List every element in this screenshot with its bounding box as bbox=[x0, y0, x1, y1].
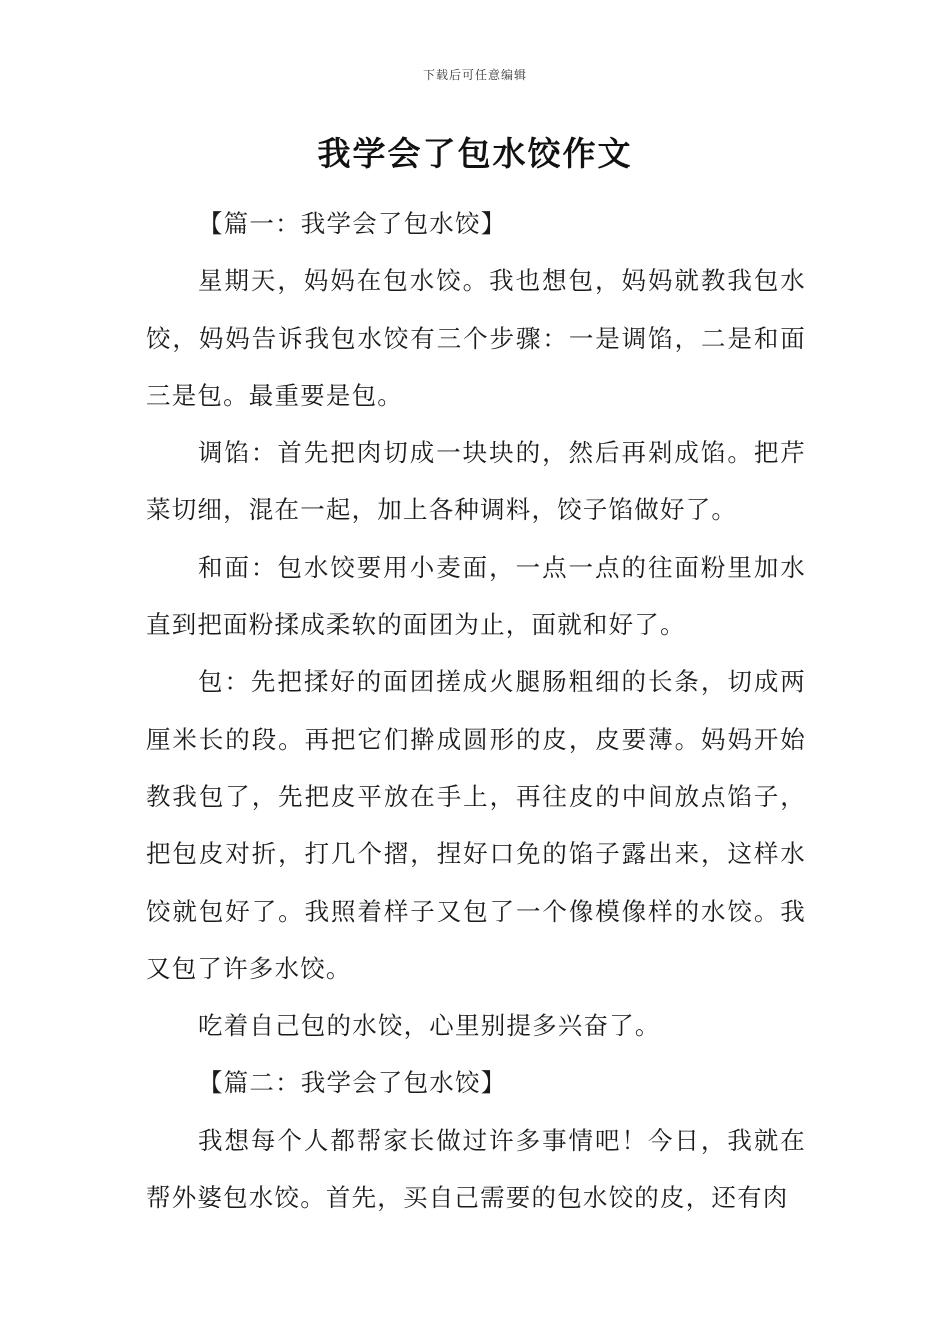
paragraph: 星期天，妈妈在包水饺。我也想包，妈妈就教我包水饺，妈妈告诉我包水饺有三个步骤：一是调馅，二是和面三是包。最重要是包。 bbox=[146, 266, 806, 410]
section-heading-1: 【篇一：我学会了包水饺】 bbox=[198, 209, 507, 238]
paragraph: 调馅：首先把肉切成一块块的，然后再剁成馅。把芹菜切细，混在一起，加上各种调料，饺子馅做好了。 bbox=[146, 438, 806, 525]
paragraph: 我想每个人都帮家长做过许多事情吧！今日，我就在帮外婆包水饺。首先，买自己需要的包水饺的皮，还有肉 bbox=[146, 1125, 806, 1213]
section-heading-2: 【篇二：我学会了包水饺】 bbox=[198, 1068, 507, 1098]
paragraph: 和面：包水饺要用小麦面，一点一点的往面粉里加水直到把面粉揉成柔软的面团为止，面就和好了。 bbox=[146, 552, 806, 640]
paragraph: 吃着自己包的水饺，心里别提多兴奋了。 bbox=[198, 1011, 661, 1041]
header-note: 下载后可任意编辑 bbox=[422, 68, 527, 82]
paragraph: 包：先把揉好的面团搓成火腿肠粗细的长条，切成两厘米长的段。再把它们擀成圆形的皮，皮要薄。妈妈开始教我包了，先把皮平放在手上，再往皮的中间放点馅子，把包皮对折，打几个摺，捏好口免的馅子露出来，这样水饺就包好了。我照着样子又包了一个像模像样的水饺。我又包了许多水饺。 bbox=[146, 667, 806, 983]
page-title: 我学会了包水饺作文 bbox=[317, 134, 633, 173]
document-body bbox=[146, 195, 806, 1226]
